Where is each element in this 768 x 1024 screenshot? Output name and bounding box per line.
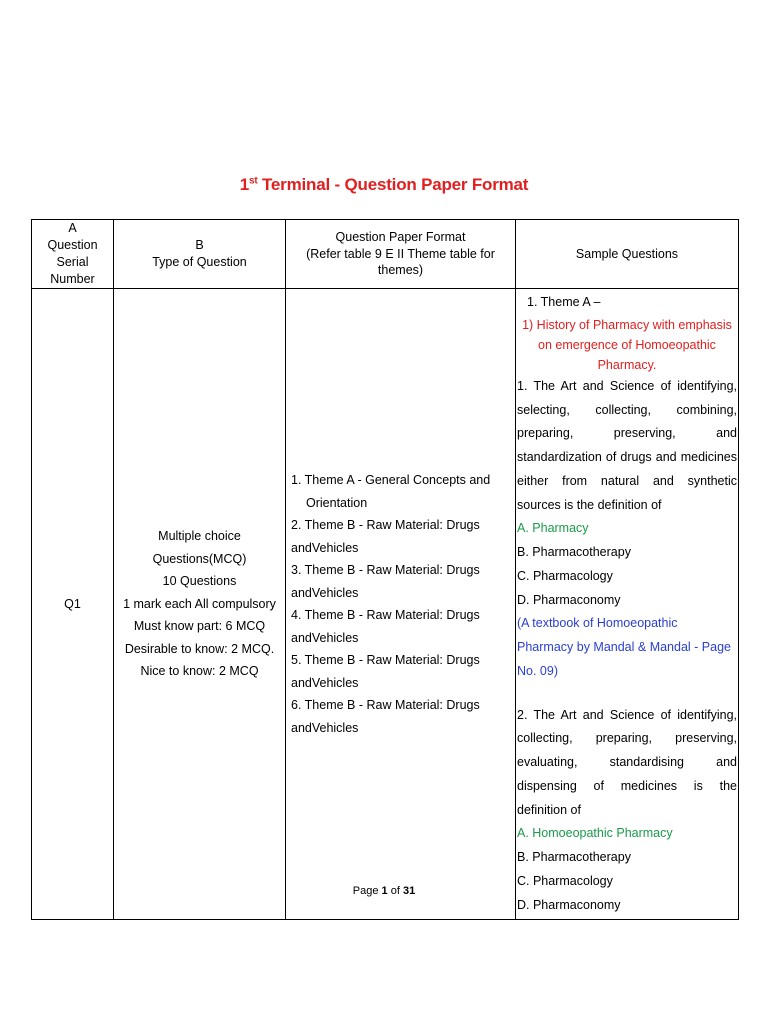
option-b: B. Pharmacotherapy (517, 545, 631, 559)
header-type-of-question: B Type of Question (114, 220, 286, 289)
question-1-text: 1. The Art and Science of identifying, selecting, collecting, combining, preparing, preserving, and standardization of drugs and medicines either from natural and synthetic sources is the definition of (517, 378, 737, 512)
page-title: 1st Terminal - Question Paper Format (239, 175, 529, 194)
option-b: B. Pharmacotherapy (517, 850, 631, 864)
question-type: Multiple choice Questions(MCQ) 10 Questions 1 mark each All compulsory Must know part: 6 MCQ Desirable to know: 2 MCQ. Nice to know: 2 MCQ (114, 289, 286, 920)
option-a: A. Pharmacy (517, 521, 589, 536)
question-format: 1. Theme A - General Concepts and Orientation 2. Theme B - Raw Material: Drugs andVehicles 3. Theme B - Raw Material: Drugs andVehicles 4. Theme B - Raw Material: Drugs andVehicles 5. Theme B - Raw Material: Drugs andVehicles 6. Theme B - Raw Material: Drugs andVehicles (286, 289, 516, 920)
reference: (A textbook of Homoeopathic Pharmacy by Mandal & Mandal - Page No. 09) (517, 616, 731, 678)
option-a: A. Homoeopathic Pharmacy (517, 826, 673, 841)
option-d: D. Pharmaconomy (517, 897, 621, 912)
question-serial: Q1 (32, 289, 114, 920)
option-c: C. Pharmacology (517, 873, 613, 888)
question-paper-table (31, 219, 739, 920)
page-footer: Page 1 of 31 (352, 885, 416, 897)
header-row (32, 220, 739, 289)
header-serial-number: A Question Serial Number (32, 220, 114, 289)
theme-topic: 1) History of Pharmacy with emphasis on emergence of Homoeopathic Pharmacy. (522, 317, 732, 372)
option-c: C. Pharmacology (517, 568, 613, 583)
header-sample-questions: Sample Questions (516, 220, 739, 289)
theme-label: 1. Theme A – (527, 295, 601, 309)
question-2-text: 2. The Art and Science of identifying, collecting, preparing, preserving, evaluating, standardising and dispensing of medicines is the definition of (517, 707, 737, 817)
option-d: D. Pharmaconomy (517, 592, 621, 607)
header-question-paper-format: Question Paper Format (Refer table 9 E II Theme table for themes) (286, 220, 516, 289)
sample-questions (516, 289, 739, 920)
table-row (32, 289, 739, 920)
